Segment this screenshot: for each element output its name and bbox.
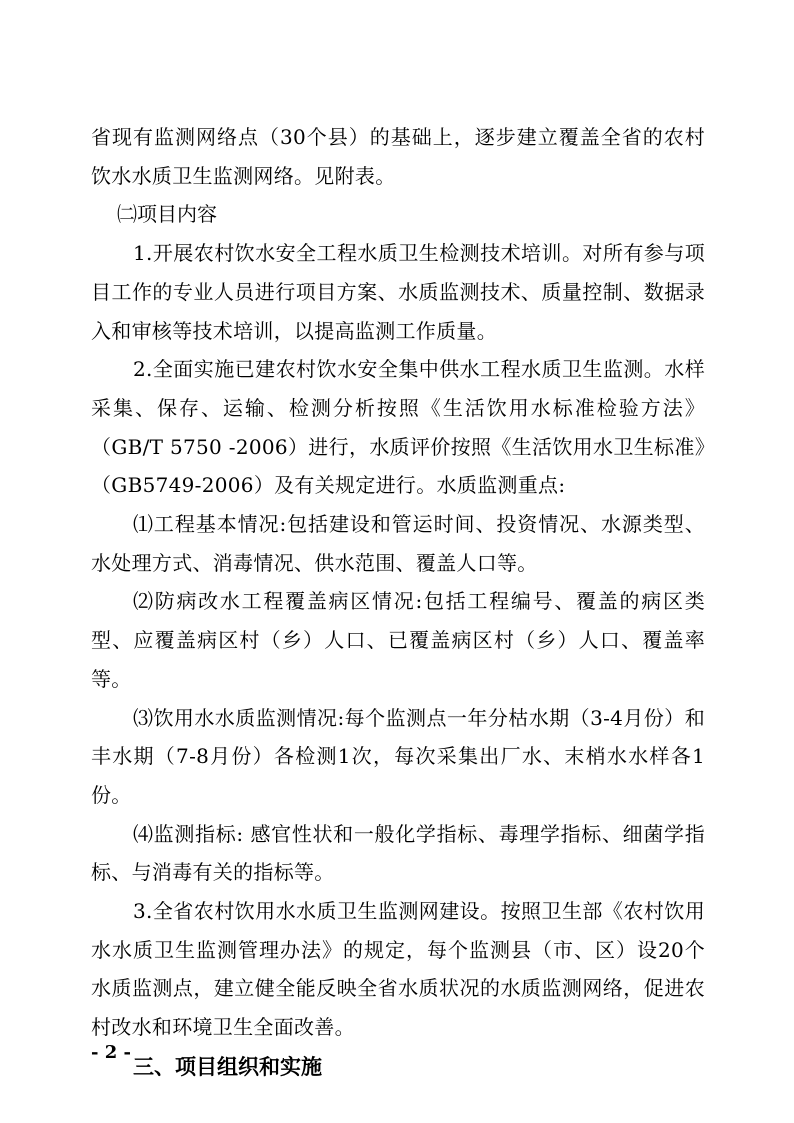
- section-heading: 三、项目组织和实施: [133, 1054, 322, 1079]
- paragraph-sub-4: ⑷监测指标: 感官性状和一般化学指标、毒理学指标、细菌学指标、与消毒有关的指标等。: [91, 821, 705, 885]
- paragraph-item-2: 2.全面实施已建农村饮水安全集中供水工程水质卫生监测。水样采集、保存、运输、检测分析按照《生活饮用水标准检验方法》（GB/T 5750 -2006）进行，水质评价按照《生活饮用水卫生标准》（GB5749-2006）及有关规定进行。水质监测重点:: [91, 357, 705, 498]
- paragraph-sub-2: ⑵防病改水工程覆盖病区情况:包括工程编号、覆盖的病区类型、应覆盖病区村（乡）人口、已覆盖病区村（乡）人口、覆盖率等。: [91, 589, 705, 691]
- paragraph-sub-3: ⑶饮用水水质监测情况:每个监测点一年分枯水期（3-4月份）和丰水期（7-8月份）各检测1次，每次采集出厂水、末梢水水样各1份。: [91, 705, 705, 807]
- document-body: [91, 118, 705, 1087]
- paragraph-item-1: 1.开展农村饮水安全工程水质卫生检测技术培训。对所有参与项目工作的专业人员进行项目方案、水质监测技术、质量控制、数据录入和审核等技术培训，以提高监测工作质量。: [91, 241, 705, 343]
- paragraph-continuation: 省现有监测网络点（30个县）的基础上，逐步建立覆盖全省的农村饮水水质卫生监测网络。见附表。: [91, 125, 705, 188]
- paragraph-sub-1: ⑴工程基本情况:包括建设和管运时间、投资情况、水源类型、水处理方式、消毒情况、供水范围、覆盖人口等。: [91, 512, 705, 575]
- paragraph-item-3: 3.全省农村饮用水水质卫生监测网建设。按照卫生部《农村饮用水水质卫生监测管理办法》的规定，每个监测县（市、区）设20个水质监测点，建立健全能反映全省水质状况的水质监测网络，促进农村改水和环境卫生全面改善。: [91, 899, 705, 1040]
- subheading-project-content: ㈡项目内容: [117, 202, 217, 227]
- page-number: - 2 -: [91, 1042, 131, 1063]
